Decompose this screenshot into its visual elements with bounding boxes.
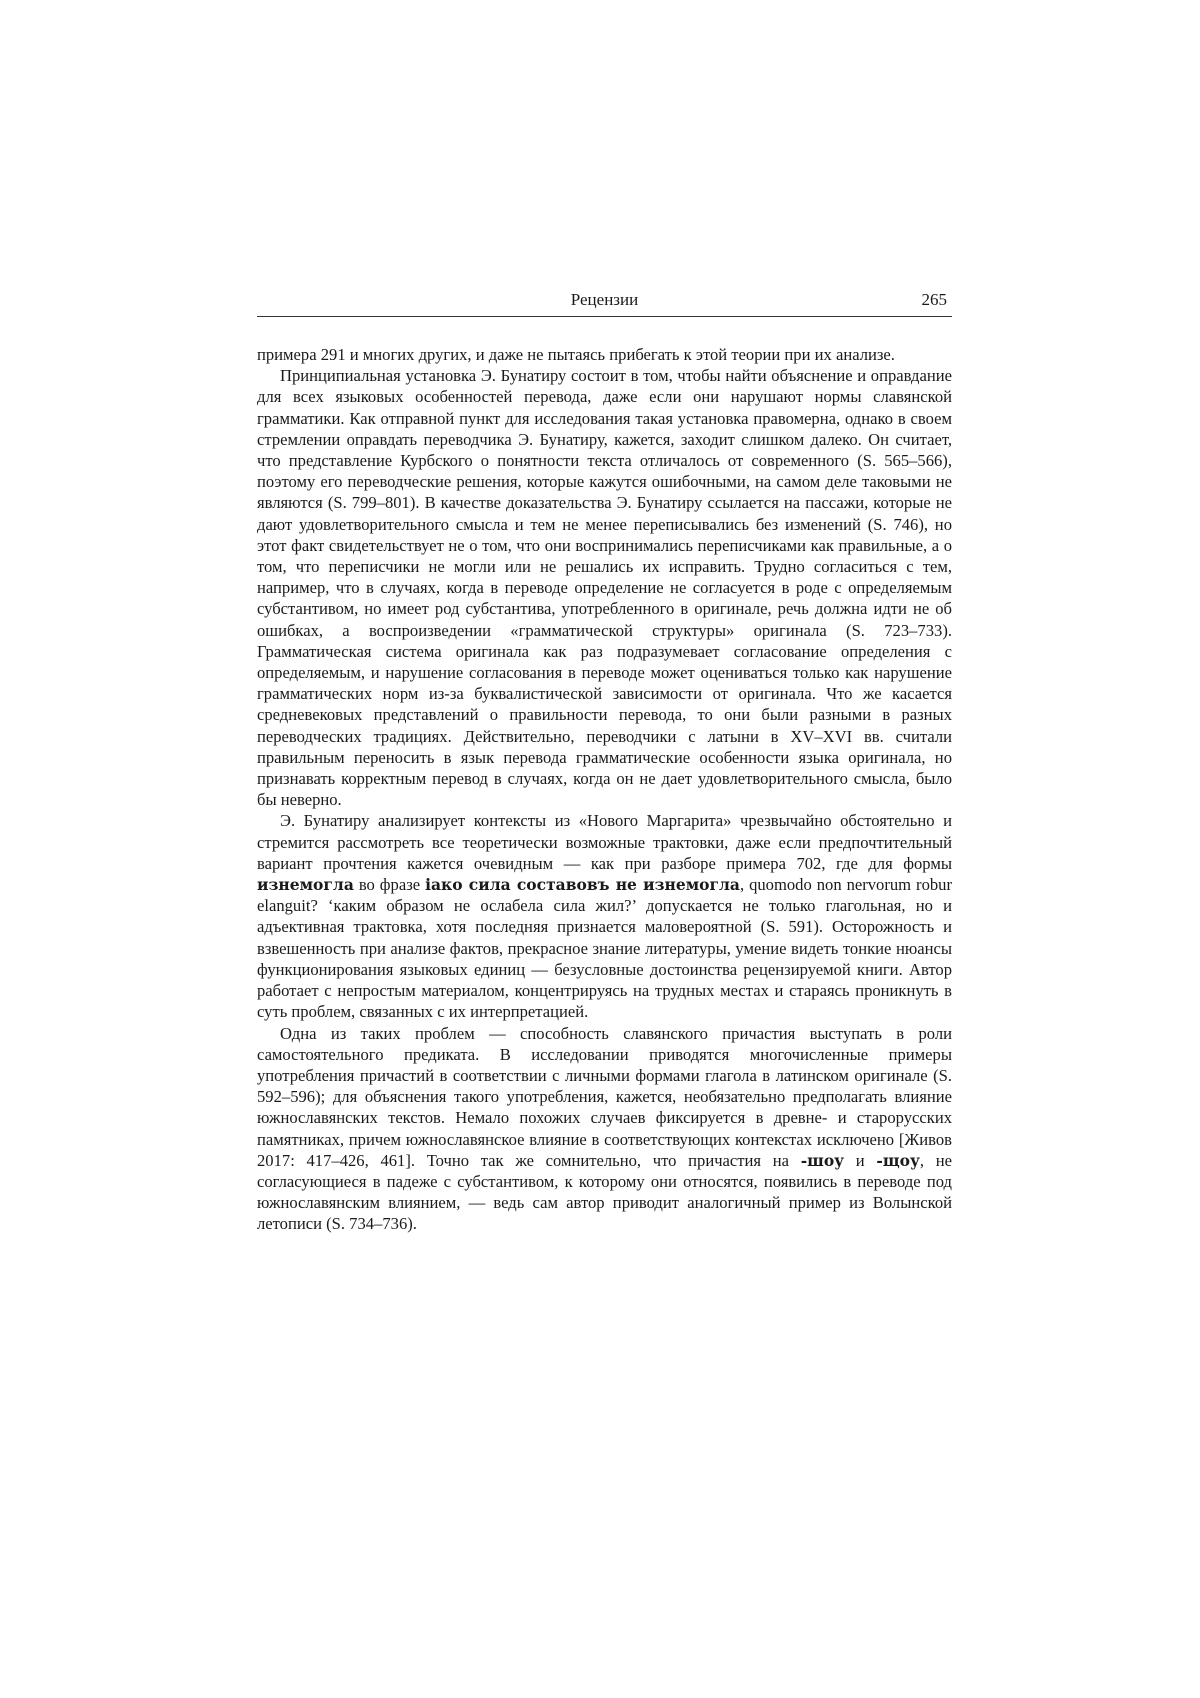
- page: [257, 0, 952, 1698]
- running-head: [257, 288, 952, 317]
- paragraph-3-text-middle: во фразе: [353, 875, 426, 895]
- paragraph-3-text-before: Э. Бунатиру анализирует контексты из «Нового Маргарита» чрезвычайно обстоятельно и стремится рассмотреть все теоретически возможные трактовки, даже если предпочтительный вариант прочтения кажется очевидным — как при разборе примера 702, где для формы: [257, 811, 952, 873]
- paragraph-4-text-middle: и: [844, 1150, 877, 1170]
- paragraph-3: [257, 810, 952, 1022]
- church-slavonic-suffix-2: -щоу: [876, 1150, 920, 1170]
- church-slavonic-word: изнемогла: [257, 875, 354, 895]
- paragraph-4-text-before: Одна из таких проблем — способность славянского причастия выступать в роли самостоятельного предиката. В исследовании приводятся многочисленные примеры употребления причастий в соответствии с личными формами глагола в латинском оригинале (S. 592–596); для объяснения такого употребления, кажется, необязательно предполагать влияние южнославянских текстов. Немало похожих случаев фиксируется в древне- и старорусских памятниках, причем южнославянское влияние в соответствующих контекстах исключено [Живов 2017: 417–426, 461]. Точно так же сомнительно, что причастия на: [257, 1023, 952, 1170]
- page-number: 265: [921, 290, 947, 309]
- paragraph-3-text-after: , quomodo non nervorum robur elanguit? ‘каким образом не ослабела сила жил?’ допускается не только глагольная, но и адъективная трактовка, хотя последняя признается маловероятной (S. 591). Осторожность и взвешенность при анализе фактов, прекрасное знание литературы, умение видеть тонкие нюансы функционирования языковых единиц — безусловные достоинства рецензируемой книги. Автор работает с непростым материалом, концентрируясь на трудных местах и стараясь проникнуть в суть проблем, связанных с их интерпретацией.: [257, 875, 952, 1022]
- body-text: [257, 344, 952, 1235]
- paragraph-4: [257, 1023, 952, 1235]
- paragraph-4-text-after: , не согласующиеся в падеже с субстантивом, к которому они относятся, появились в переводе под южнославянским влиянием, — ведь сам автор приводит аналогичный пример из Волынской летописи (S. 734–736).: [257, 1150, 952, 1234]
- paragraph-1: примера 291 и многих других, и даже не пытаясь прибегать к этой теории при их анализе.: [257, 345, 895, 364]
- running-title: Рецензии: [570, 290, 639, 309]
- church-slavonic-phrase: іако сила составовъ не изнемогла: [425, 875, 740, 895]
- paragraph-2: Принципиальная установка Э. Бунатиру состоит в том, чтобы найти объяснение и оправдание для всех языковых особенностей перевода, даже если они нарушают нормы славянской грамматики. Как отправной пункт для исследования такая установка правомерна, однако в своем стремлении оправдать переводчика Э. Бунатиру, кажется, заходит слишком далеко. Он считает, что представление Курбского о понятности текста отличалось от современного (S. 565–566), поэтому его переводческие решения, которые кажутся ошибочными, на самом деле таковыми не являются (S. 799–801). В качестве доказательства Э. Бунатиру ссылается на пассажи, которые не дают удовлетворительного смысла и тем не менее переписывались без изменений (S. 746), но этот факт свидетельствует не о том, что они воспринимались переписчиками как правильные, а о том, что переписчики не могли или не решались их исправить. Трудно согласиться с тем, например, что в случаях, когда в переводе определение не согласуется в роде с определяемым субстантивом, но имеет род субстантива, употребленного в оригинале, речь должна идти не об ошибках, а воспроизведении «грамматической структуры» оригинала (S. 723–733). Грамматическая система оригинала как раз подразумевает согласование определения с определяемым, и нарушение согласования в переводе может оцениваться только как нарушение грамматических норм из-за буквалистической зависимости от оригинала. Что же касается средневековых представлений о правильности перевода, то они были разными в разных переводческих традициях. Действительно, переводчики с латыни в XV–XVI вв. считали правильным переносить в язык перевода грамматические особенности языка оригинала, но признавать корректным перевод в случаях, когда он не дает удовлетворительного смысла, было бы неверно.: [257, 366, 952, 810]
- church-slavonic-suffix-1: -шоу: [800, 1150, 845, 1170]
